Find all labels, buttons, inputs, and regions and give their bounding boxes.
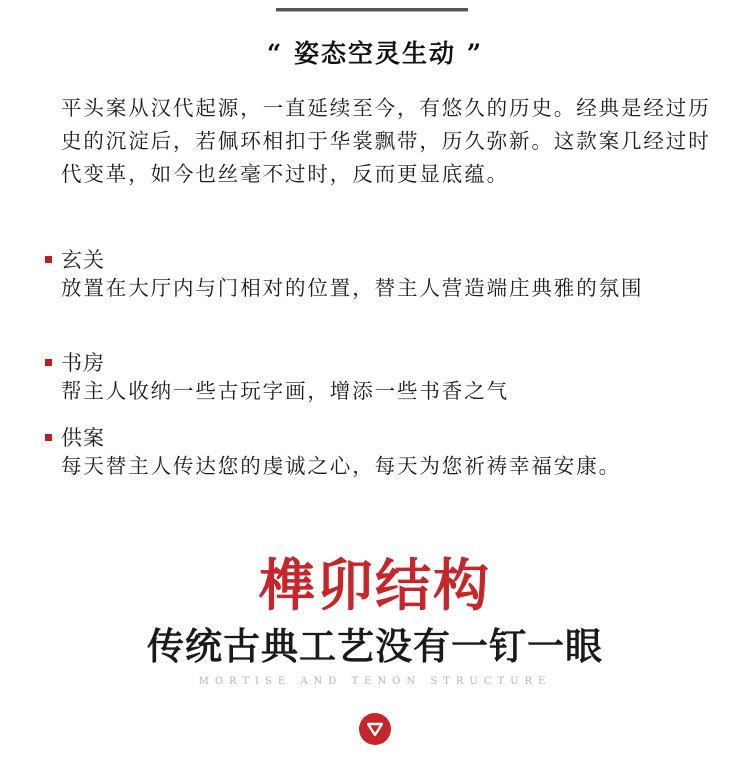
feature-english-subtitle: MORTISE AND TENON STRUCTURE (198, 676, 552, 687)
usage-section-altar (45, 422, 721, 480)
bullet-icon (45, 434, 52, 441)
intro-paragraph: 平头案从汉代起源，一直延续至今，有悠久的历史。经典是经过历史的沉淀后，若佩环相扣于华裳飘带，历久弥新。这款案几经过时代变革，如今也丝毫不过时，反而更显底蕴。 (61, 96, 711, 186)
usage-label: 供案 (61, 426, 105, 450)
feature-title: 榫卯结构 (259, 553, 491, 619)
usage-section-study (45, 347, 721, 405)
usage-label: 书房 (61, 351, 105, 375)
top-divider (276, 8, 468, 12)
chevron-down-icon (367, 722, 383, 736)
usage-section-entryway (45, 244, 721, 302)
usage-description: 放置在大厅内与门相对的位置，替主人营造端庄典雅的氛围 (61, 276, 644, 300)
section-quote-title: “ 姿态空灵生动 ” (266, 39, 484, 68)
bullet-icon (45, 256, 52, 263)
bullet-icon (45, 359, 52, 366)
scroll-down-button[interactable] (359, 713, 391, 745)
usage-description: 帮主人收纳一些古玩字画，增添一些书香之气 (61, 379, 509, 403)
usage-label: 玄关 (61, 248, 105, 272)
usage-description: 每天替主人传达您的虔诚之心，每天为您祈祷幸福安康。 (61, 454, 621, 478)
feature-subtitle: 传统古典工艺没有一钉一眼 (147, 624, 603, 668)
